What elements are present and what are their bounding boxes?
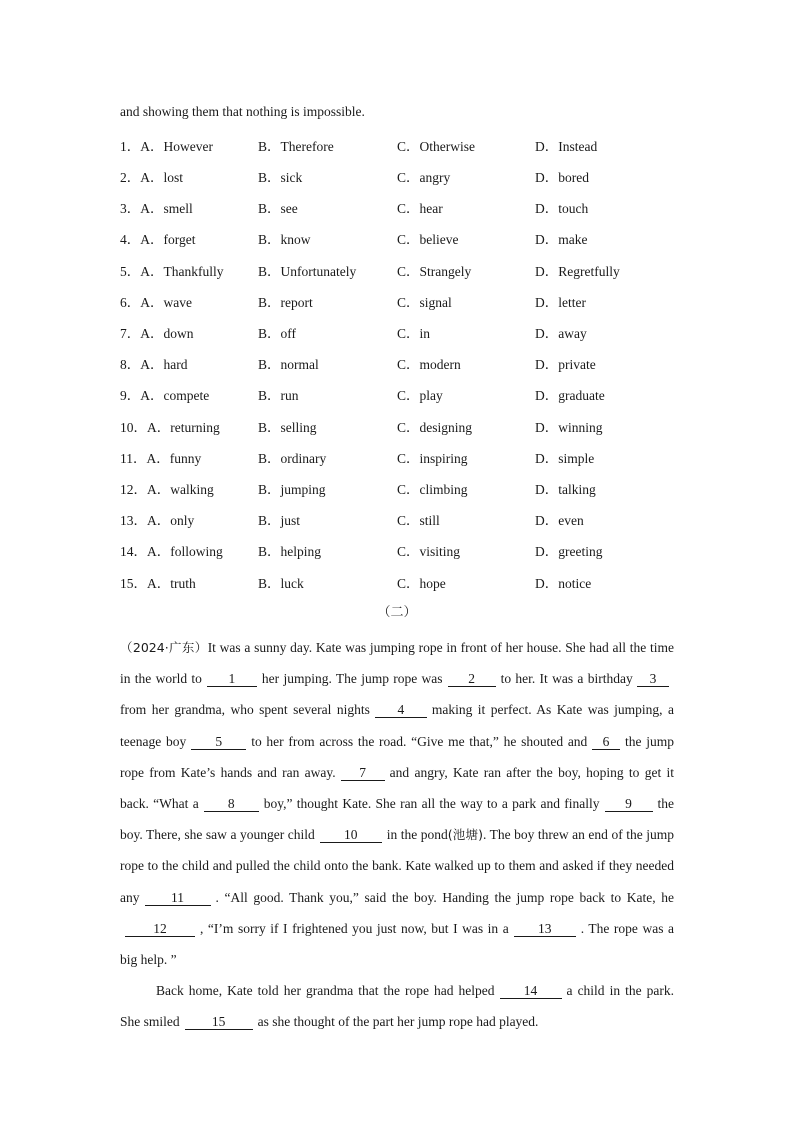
option-d: D．Regretfully — [535, 264, 620, 279]
question-row — [120, 353, 680, 373]
option-a: 6．A．wave — [120, 295, 192, 310]
passage-text: boy,” thought Kate. She ran all the way to a park and finally — [263, 796, 600, 812]
option-b: B．just — [258, 513, 301, 528]
option-c: C．Otherwise — [397, 139, 475, 154]
option-b: B．report — [258, 295, 313, 310]
option-b: B．Unfortunately — [258, 264, 357, 279]
option-c: C．modern — [397, 357, 461, 372]
option-b: B．run — [258, 388, 299, 403]
option-a: 1．A．However — [120, 139, 213, 154]
option-b: B．jumping — [258, 482, 326, 497]
blank-8[interactable]: 8 — [204, 796, 259, 812]
passage-text: and angry, Kate ran after the boy, hoping to get it back. “What a — [120, 764, 674, 812]
passage-text: Back home, Kate told her grandma that the rope had helped — [156, 983, 495, 999]
option-b: B．ordinary — [258, 451, 327, 466]
option-d: D．simple — [535, 451, 595, 466]
option-d: D．winning — [535, 420, 603, 435]
option-c: C．play — [397, 388, 443, 403]
option-d: D．touch — [535, 201, 589, 216]
option-a: 14．A．following — [120, 544, 223, 559]
option-d: D．bored — [535, 170, 589, 185]
question-row — [120, 447, 680, 467]
option-c: C．designing — [397, 420, 473, 435]
passage-text: from her grandma, who spent several nights — [120, 702, 370, 718]
blank-12[interactable]: 12 — [125, 921, 195, 937]
blank-10[interactable]: 10 — [320, 827, 382, 843]
passage-text: , “I’m sorry if I frightened you just now, but I was in a — [200, 920, 509, 936]
cloze-passage — [120, 632, 674, 1038]
option-c: C．believe — [397, 232, 459, 247]
option-c: C．climbing — [397, 482, 468, 497]
blank-7[interactable]: 7 — [341, 765, 385, 781]
option-b: B．off — [258, 326, 297, 341]
blank-4[interactable]: 4 — [375, 702, 427, 718]
option-a: 4．A．forget — [120, 232, 196, 247]
passage-text: . The boy threw an end of the jump rope to the child and pulled the child onto the bank. Kate walked up to them and asked if they needed any — [120, 827, 674, 905]
question-row — [120, 322, 680, 342]
option-c: C．hear — [397, 201, 443, 216]
passage-source: （2024·广东） — [120, 640, 208, 655]
blank-3[interactable]: 3 — [637, 671, 669, 687]
question-row — [120, 291, 680, 311]
option-d: D．make — [535, 232, 588, 247]
option-b: B．sick — [258, 170, 303, 185]
question-row — [120, 384, 680, 404]
option-b: B．Therefore — [258, 139, 334, 154]
option-a: 11．A．funny — [120, 451, 202, 466]
question-row — [120, 478, 680, 498]
option-c: C．still — [397, 513, 440, 528]
blank-11[interactable]: 11 — [145, 890, 211, 906]
passage-text: It was a sunny day. Kate was jumping rope in front of her house. She had all the time in the world to — [120, 640, 675, 687]
option-d: D．notice — [535, 576, 592, 591]
option-a: 13．A．only — [120, 513, 195, 528]
option-d: D．away — [535, 326, 587, 341]
option-c: C．Strangely — [397, 264, 472, 279]
option-d: D．Instead — [535, 139, 598, 154]
blank-14[interactable]: 14 — [500, 983, 562, 999]
blank-6[interactable]: 6 — [592, 734, 620, 750]
option-a: 12．A．walking — [120, 482, 214, 497]
option-c: C．visiting — [397, 544, 461, 559]
question-row — [120, 260, 680, 280]
passage-text: a child in the park. She smiled — [120, 983, 674, 1030]
question-row — [120, 166, 680, 186]
option-c: C．hope — [397, 576, 446, 591]
passage-text: in the pond — [386, 827, 448, 843]
option-a: 9．A．compete — [120, 388, 210, 403]
blank-1[interactable]: 1 — [207, 671, 257, 687]
option-b: B．see — [258, 201, 298, 216]
option-d: D．even — [535, 513, 584, 528]
section-title: （二） — [377, 605, 417, 620]
option-d: D．letter — [535, 295, 586, 310]
option-b: B．normal — [258, 357, 319, 372]
passage-closing-line: and showing them that nothing is impossible. — [120, 104, 365, 119]
passage-text: her jumping. The jump rope was — [261, 671, 443, 687]
option-a: 10．A．returning — [120, 420, 220, 435]
blank-2[interactable]: 2 — [448, 671, 496, 687]
blank-13[interactable]: 13 — [514, 921, 576, 937]
option-a: 15．A．truth — [120, 576, 196, 591]
blank-5[interactable]: 5 — [191, 734, 246, 750]
option-a: 8．A．hard — [120, 357, 188, 372]
question-row — [120, 416, 680, 436]
question-row — [120, 572, 680, 592]
option-a: 3．A．smell — [120, 201, 193, 216]
passage-paragraph — [120, 632, 674, 975]
passage-text: as she thought of the part her jump rope had played. — [257, 1014, 539, 1030]
option-d: D．talking — [535, 482, 596, 497]
passage-text: the jump rope from Kate’s hands and ran away. — [120, 733, 675, 780]
option-b: B．luck — [258, 576, 304, 591]
passage-text: . The rope was a big help. ” — [120, 920, 675, 968]
question-row — [120, 197, 680, 217]
question-row — [120, 228, 680, 248]
passage-text: . “All good. Thank you,” said the boy. Handing the jump rope back to Kate, he — [215, 889, 674, 905]
question-row — [120, 540, 680, 560]
question-row — [120, 509, 680, 529]
option-c: C．angry — [397, 170, 451, 185]
passage-text: the boy. There, she saw a younger child — [120, 796, 675, 843]
option-d: D．graduate — [535, 388, 605, 403]
option-c: C．in — [397, 326, 431, 341]
blank-15[interactable]: 15 — [185, 1014, 253, 1030]
blank-9[interactable]: 9 — [605, 796, 653, 812]
option-b: B．helping — [258, 544, 321, 559]
option-c: C．inspiring — [397, 451, 468, 466]
option-c: C．signal — [397, 295, 452, 310]
option-a: 7．A．down — [120, 326, 194, 341]
question-row — [120, 135, 680, 155]
passage-paragraph — [120, 975, 674, 1037]
option-a: 5．A．Thankfully — [120, 264, 224, 279]
passage-text: to her. It was a birthday — [500, 671, 633, 687]
option-b: B．know — [258, 232, 311, 247]
option-d: D．private — [535, 357, 596, 372]
option-a: 2．A．lost — [120, 170, 184, 185]
option-b: B．selling — [258, 420, 317, 435]
chinese-gloss: (池塘) — [447, 827, 483, 843]
passage-text: making it perfect. As Kate was jumping, a teenage boy — [120, 702, 674, 749]
passage-text: to her from across the road. “Give me that,” he shouted and — [251, 733, 588, 749]
option-d: D．greeting — [535, 544, 603, 559]
